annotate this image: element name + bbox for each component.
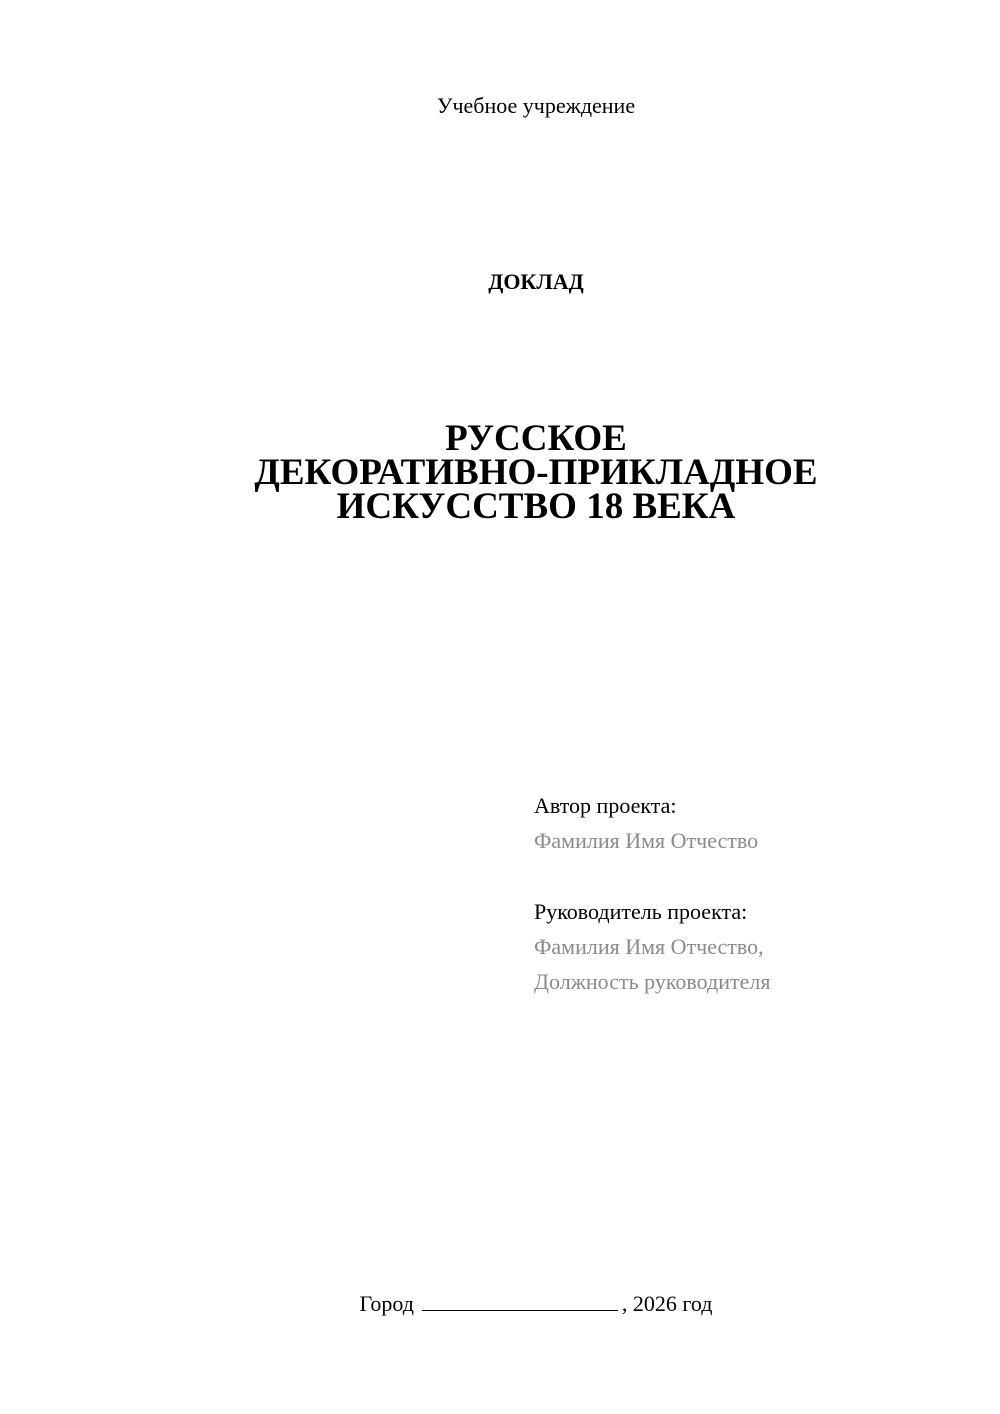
author-name: Фамилия Имя Отчество	[534, 828, 759, 853]
supervisor-label: Руководитель проекта:	[534, 899, 748, 924]
title-line-1: РУССКОЕ	[445, 418, 627, 459]
credits-block	[534, 788, 974, 999]
supervisor-name: Фамилия Имя Отчество,	[534, 934, 764, 959]
author-label: Автор проекта:	[534, 793, 677, 818]
supervisor-position: Должность руководителя	[534, 969, 771, 994]
author-block	[534, 788, 974, 858]
city-label: Город	[359, 1291, 414, 1316]
city-blank-line	[422, 1290, 618, 1311]
supervisor-block	[534, 894, 974, 999]
title-line-3: ИСКУССТВО 18 ВЕКА	[336, 486, 736, 527]
document-type: ДОКЛАД	[488, 269, 584, 294]
title-line-2: ДЕКОРАТИВНО-ПРИКЛАДНОЕ	[254, 452, 818, 493]
institution-name: Учебное учреждение	[436, 93, 636, 118]
year-text: , 2026 год	[621, 1291, 713, 1316]
city-year-line	[0, 1290, 1000, 1318]
document-title	[0, 418, 1000, 527]
